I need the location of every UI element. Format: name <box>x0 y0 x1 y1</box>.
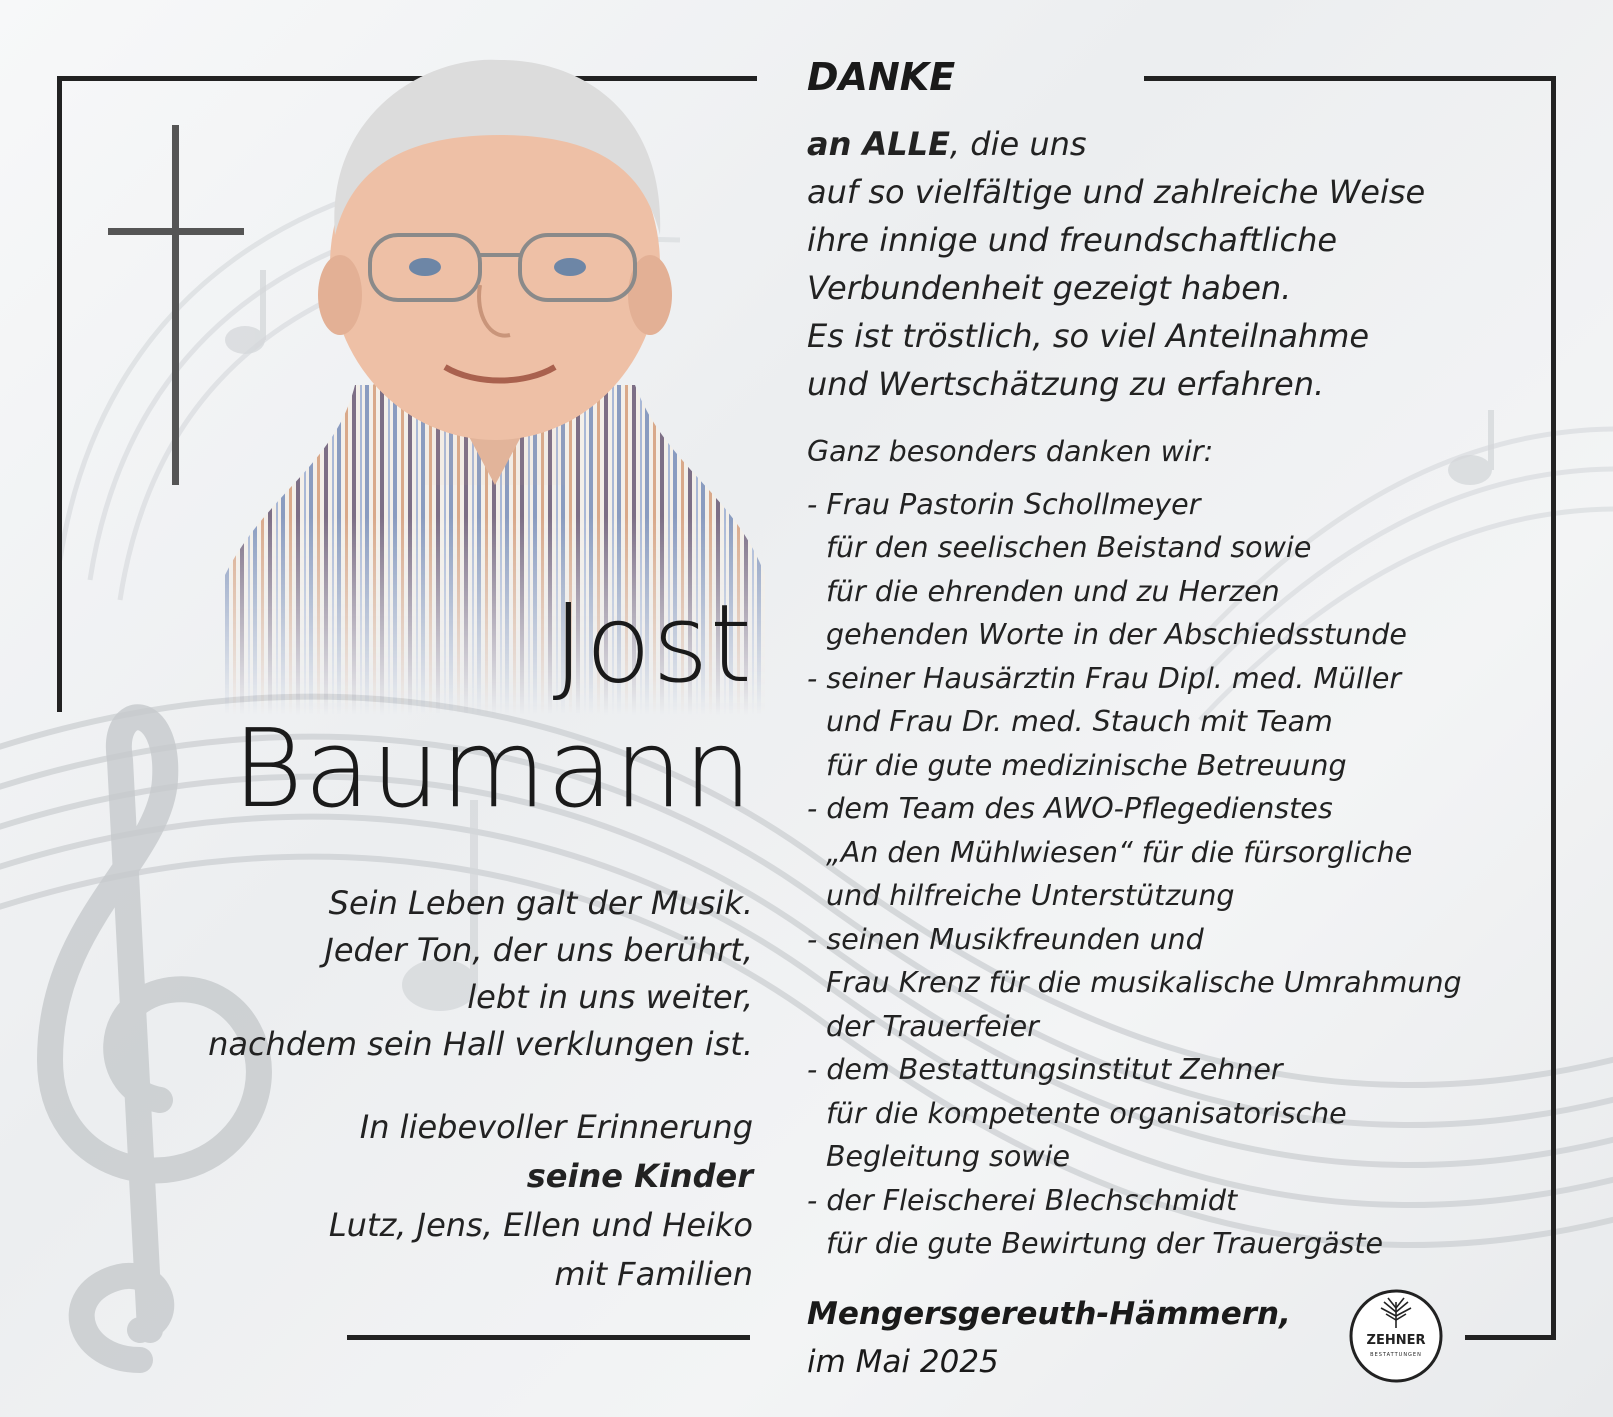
thanks-text <box>807 120 1425 408</box>
place-town: Mengersgereuth-Hämmern, <box>807 1296 1291 1332</box>
special-thanks-line: für die gute Bewirtung der Trauergäste <box>826 1227 1384 1260</box>
family-intro: In liebevoller Erinnerung <box>359 1108 753 1146</box>
thanks-line: auf so vielfältige und zahlreiche Weise <box>807 173 1426 211</box>
special-thanks-line: und Frau Dr. med. Stauch mit Team <box>826 705 1333 738</box>
thanks-line: Es ist tröstlich, so viel Anteilnahme <box>807 317 1370 355</box>
place-date <box>807 1290 1291 1386</box>
special-thanks-line: Begleitung sowie <box>826 1140 1071 1173</box>
special-thanks-line: - Frau Pastorin Schollmeyer <box>807 487 1201 521</box>
special-thanks-line: - dem Bestattungsinstitut Zehner <box>807 1053 1283 1086</box>
special-thanks-line: und hilfreiche Unterstützung <box>826 879 1235 912</box>
family-suffix: mit Familien <box>554 1255 753 1293</box>
family-relation: seine Kinder <box>526 1157 753 1195</box>
deceased-last-name: Baumann <box>232 707 753 832</box>
thanks-line: Verbundenheit gezeigt haben. <box>807 269 1292 307</box>
special-thanks-line: Frau Krenz für die musikalische Umrahmung <box>826 966 1462 999</box>
frame-top-right <box>1144 76 1556 81</box>
special-thanks-line: gehenden Worte in der Abschiedsstunde <box>826 618 1407 651</box>
special-thanks-line: für die gute medizinische Betreuung <box>826 748 1347 782</box>
special-thanks-heading: Ganz besonders danken wir: <box>807 435 1214 468</box>
special-thanks-line: für die kompetente organisatorische <box>826 1096 1347 1130</box>
cross-icon-vertical <box>172 125 179 485</box>
family-signature <box>133 1103 753 1299</box>
special-thanks-line: für die ehrenden und zu Herzen <box>826 574 1280 608</box>
logo-name: ZEHNER <box>1366 1333 1426 1348</box>
verse-line: nachdem sein Hall verklungen ist. <box>208 1025 753 1063</box>
special-thanks-line: - der Fleischerei Blechschmidt <box>807 1183 1238 1217</box>
frame-right <box>1551 76 1556 1340</box>
thanks-line: und Wertschätzung zu erfahren. <box>807 365 1325 403</box>
frame-bottom-right <box>1465 1335 1556 1340</box>
special-thanks-line: „An den Mühlwiesen“ für die fürsorgliche <box>826 835 1413 869</box>
special-thanks <box>807 430 1462 1266</box>
thanks-line: ihre innige und freundschaftliche <box>807 221 1338 259</box>
family-names: Lutz, Jens, Ellen und Heiko <box>328 1206 753 1244</box>
frame-left <box>57 76 62 712</box>
verse-line: Sein Leben galt der Musik. <box>328 884 753 922</box>
special-thanks-line: für den seelischen Beistand sowie <box>826 531 1312 564</box>
deceased-first-name: Jost <box>552 582 753 707</box>
logo-subtitle: BESTATTUNGEN <box>1370 1352 1422 1358</box>
special-thanks-line: - seiner Hausärztin Frau Dipl. med. Müller <box>807 661 1402 695</box>
memorial-verse <box>133 880 753 1068</box>
special-thanks-line: - seinen Musikfreunden und <box>807 922 1204 956</box>
verse-line: lebt in uns weiter, <box>467 978 753 1016</box>
thanks-first-rest: , die uns <box>949 125 1087 163</box>
thanks-title: DANKE <box>807 55 956 99</box>
special-thanks-line: der Trauerfeier <box>826 1009 1039 1043</box>
place-date-text: im Mai 2025 <box>807 1344 999 1380</box>
frame-bottom-left <box>347 1335 750 1340</box>
verse-line: Jeder Ton, der uns berührt, <box>324 931 753 969</box>
special-thanks-line: - dem Team des AWO-Pflegedienstes <box>807 792 1333 825</box>
thanks-first-bold: an ALLE <box>807 125 950 163</box>
cross-icon-horizontal <box>108 228 244 235</box>
